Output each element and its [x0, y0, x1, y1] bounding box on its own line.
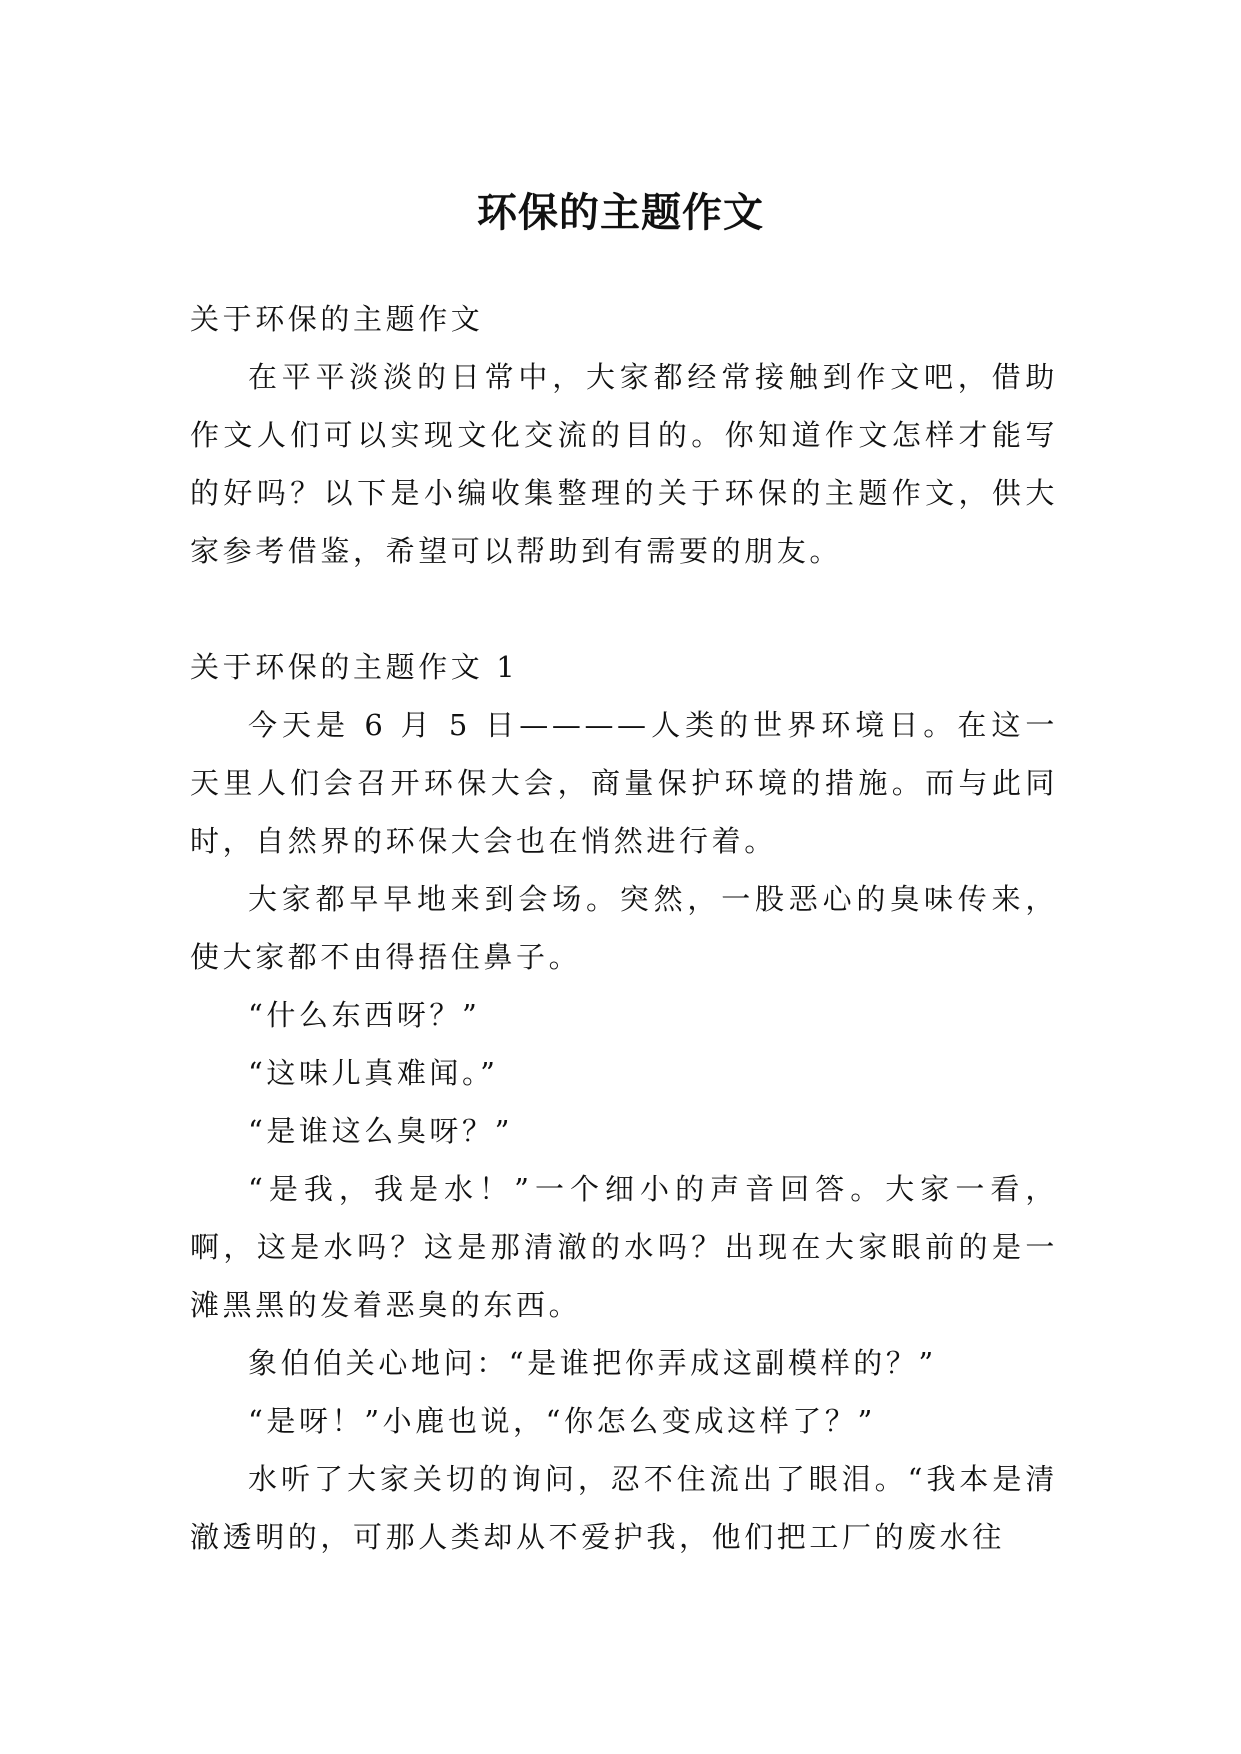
intro-paragraph: 在平平淡淡的日常中，大家都经常接触到作文吧，借助作文人们可以实现文化交流的目的。你知道作文怎样才能写的好吗？以下是小编收集整理的关于环保的主题作文，供大家参考借鉴，希望可以帮助到有需要的朋友。 [190, 360, 1058, 568]
essay1-paragraph-6: “是我，我是水！”一个细小的声音回答。大家一看，啊，这是水吗？这是那清澈的水吗？出现在大家眼前的是一滩黑黑的发着恶臭的东西。 [190, 1172, 1058, 1322]
intro-heading: 关于环保的主题作文 [190, 302, 484, 336]
essay1-paragraph-8: “是呀！”小鹿也说，“你怎么变成这样了？” [248, 1404, 876, 1438]
essay1-paragraph-7: 象伯伯关心地问：“是谁把你弄成这副模样的？” [248, 1346, 937, 1380]
essay1-paragraph-9: 水听了大家关切的询问，忍不住流出了眼泪。“我本是清澈透明的，可那人类却从不爱护我，他们把工厂的废水往 [190, 1462, 1058, 1554]
essay1-paragraph-2: 大家都早早地来到会场。突然，一股恶心的臭味传来，使大家都不由得捂住鼻子。 [190, 882, 1058, 974]
document-title: 环保的主题作文 [477, 188, 764, 236]
essay1-paragraph-1: 今天是 6 月 5 日————人类的世界环境日。在这一天里人们会召开环保大会，商量保护环境的措施。而与此同时，自然界的环保大会也在悄然进行着。 [190, 708, 1058, 858]
document-body [190, 290, 1058, 1566]
essay1-paragraph-3: “什么东西呀？” [248, 998, 481, 1032]
section-spacer [190, 580, 1058, 638]
essay1-paragraph-4: “这味儿真难闻。” [248, 1056, 499, 1090]
essay1-heading: 关于环保的主题作文 1 [190, 650, 519, 684]
essay1-paragraph-5: “是谁这么臭呀？” [248, 1114, 514, 1148]
